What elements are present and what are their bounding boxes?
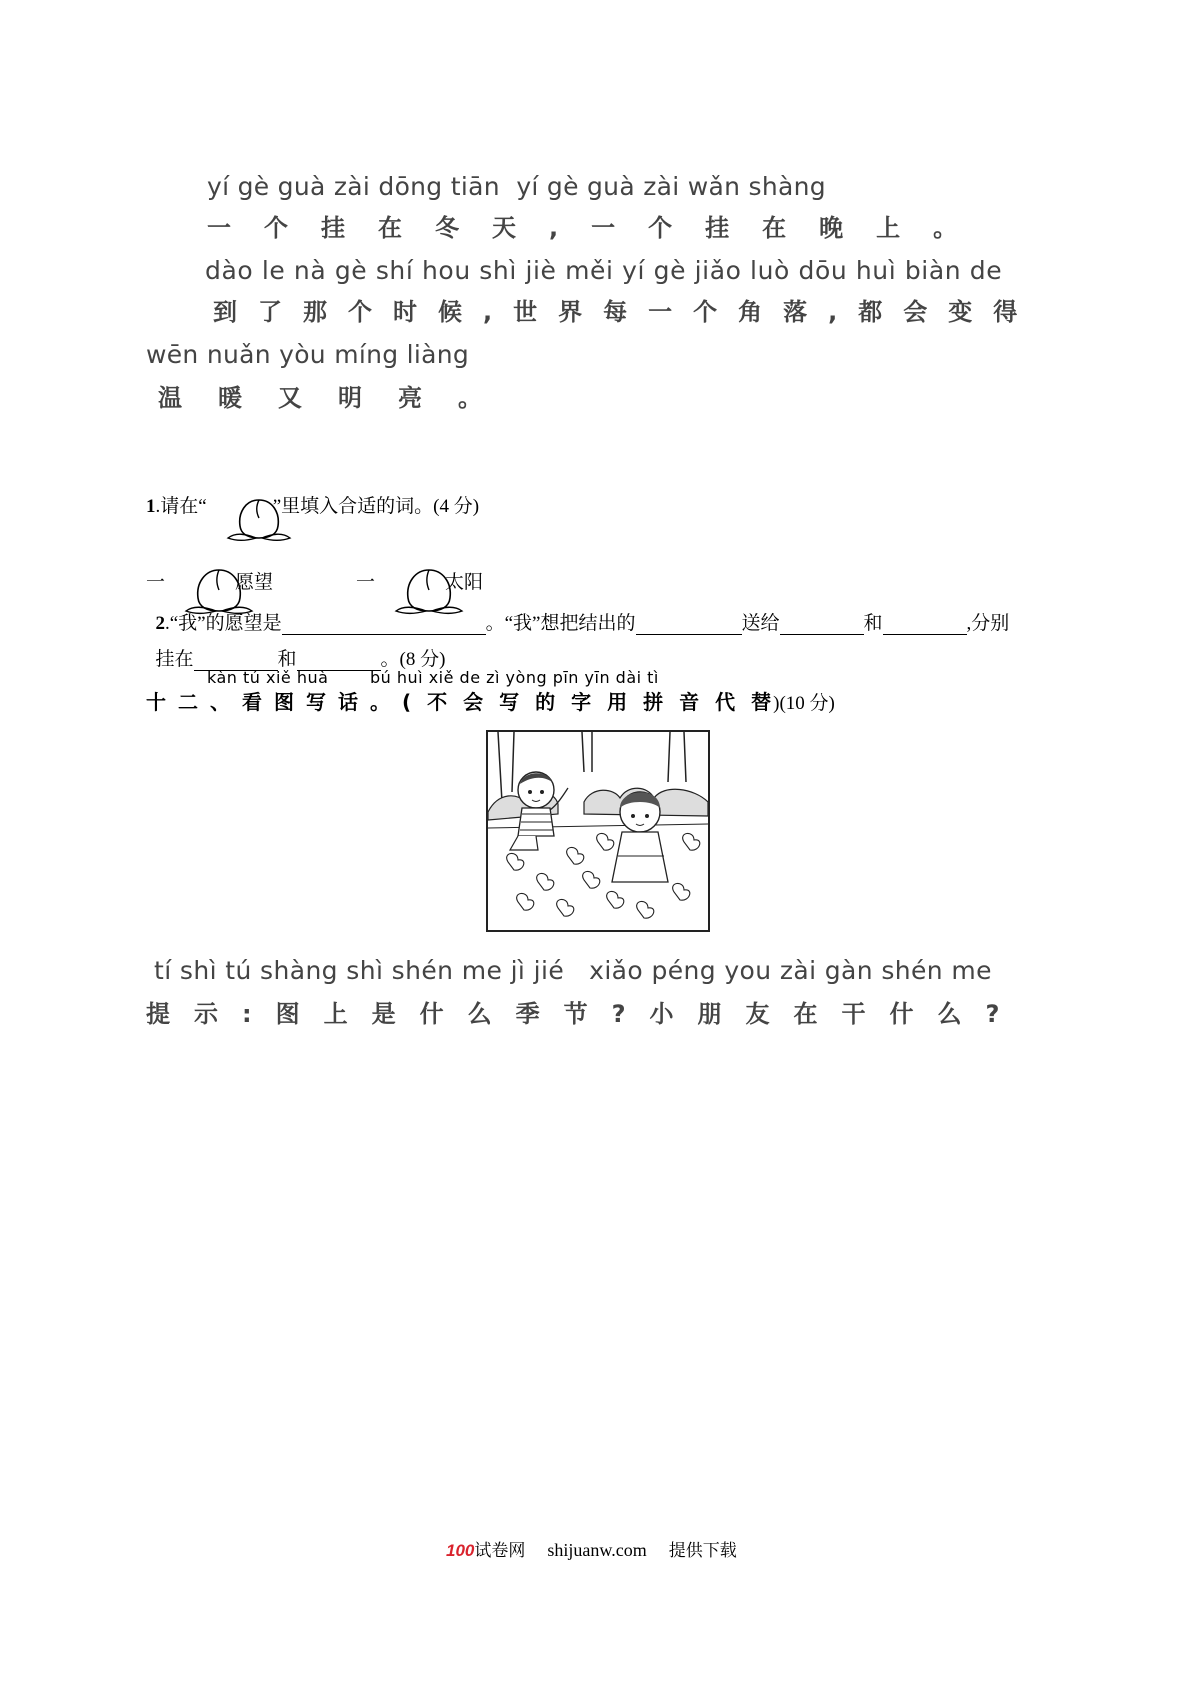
site-logo: 100 — [446, 1541, 475, 1560]
q1-suffix: ”里填入合适的词。(4 分) — [272, 496, 480, 517]
q2-text-1: .“我”的愿望是 — [165, 613, 282, 634]
q12-title-b: (不会写的字用拼音代替 — [402, 690, 788, 714]
peach-icon — [207, 472, 273, 522]
hint-hanzi: 提示:图上是什么季节?小朋友在干什么? — [146, 1000, 1024, 1028]
autumn-leaves-picture — [486, 730, 710, 932]
footer-tail: 提供下载 — [668, 1541, 737, 1561]
q2-number: 2 — [155, 613, 165, 634]
q12-title-a: 十二、看图写话。 — [146, 690, 402, 714]
q2-text-6: 挂在 — [155, 649, 194, 670]
q12-score: )(10 分) — [773, 693, 835, 714]
q2-text-2: 。“我”想把结出的 — [485, 613, 636, 634]
q2-text-5: ,分别 — [966, 613, 1010, 634]
poem-line1-pinyin: yí gè guà zài dōng tiān yí gè guà zài wǎn shàng — [207, 172, 826, 201]
q1-prefix: .请在“ — [155, 496, 207, 517]
poem-line1-hanzi: 一个挂在冬天,一个挂在晚上。 — [207, 214, 991, 242]
q12-pinyin-a: kàn tú xiě huà — [207, 668, 329, 687]
q2-text-3: 送给 — [741, 613, 780, 634]
q1-item2-word: 太阳 — [445, 572, 484, 593]
site-name: 试卷网 — [474, 1541, 526, 1561]
site-domain[interactable]: shijuanw.com — [547, 1540, 647, 1560]
footer — [446, 1536, 737, 1561]
q2-text-7: 和 — [277, 649, 297, 670]
poem-line2-hanzi: 到了那个时候,世界每一个角落,都会变得 — [213, 298, 1039, 326]
q2-text-8: 。(8 分) — [380, 649, 446, 670]
q2-blank-recipient-1[interactable] — [780, 616, 864, 635]
q12-pinyin-b: bú huì xiě de zì yòng pīn yīn dài tì — [370, 668, 659, 687]
question-2-line-2 — [146, 622, 445, 671]
poem-line3-pinyin: wēn nuǎn yòu míng liàng — [146, 340, 470, 369]
hint-pinyin: tí shì tú shàng shì shén me jì jié xiǎo péng you zài gàn shén me — [154, 956, 992, 985]
q1-number: 1 — [146, 496, 156, 517]
q1-item2-prefix: 一 — [356, 572, 376, 593]
children-leaves-illustration — [488, 732, 708, 930]
q2-blank-recipient-2[interactable] — [883, 616, 967, 635]
question-1 — [146, 472, 479, 518]
q1-item1-word: 愿望 — [235, 572, 274, 593]
q2-text-4: 和 — [863, 613, 883, 634]
poem-line3-hanzi: 温暖又明亮。 — [158, 384, 518, 412]
q12-title — [146, 686, 835, 715]
poem-line2-pinyin: dào le nà gè shí hou shì jiè měi yí gè jiǎo luò dōu huì biàn de — [205, 256, 1003, 285]
q1-item1-prefix: 一 — [146, 572, 166, 593]
q2-blank-fruit[interactable] — [636, 616, 742, 635]
